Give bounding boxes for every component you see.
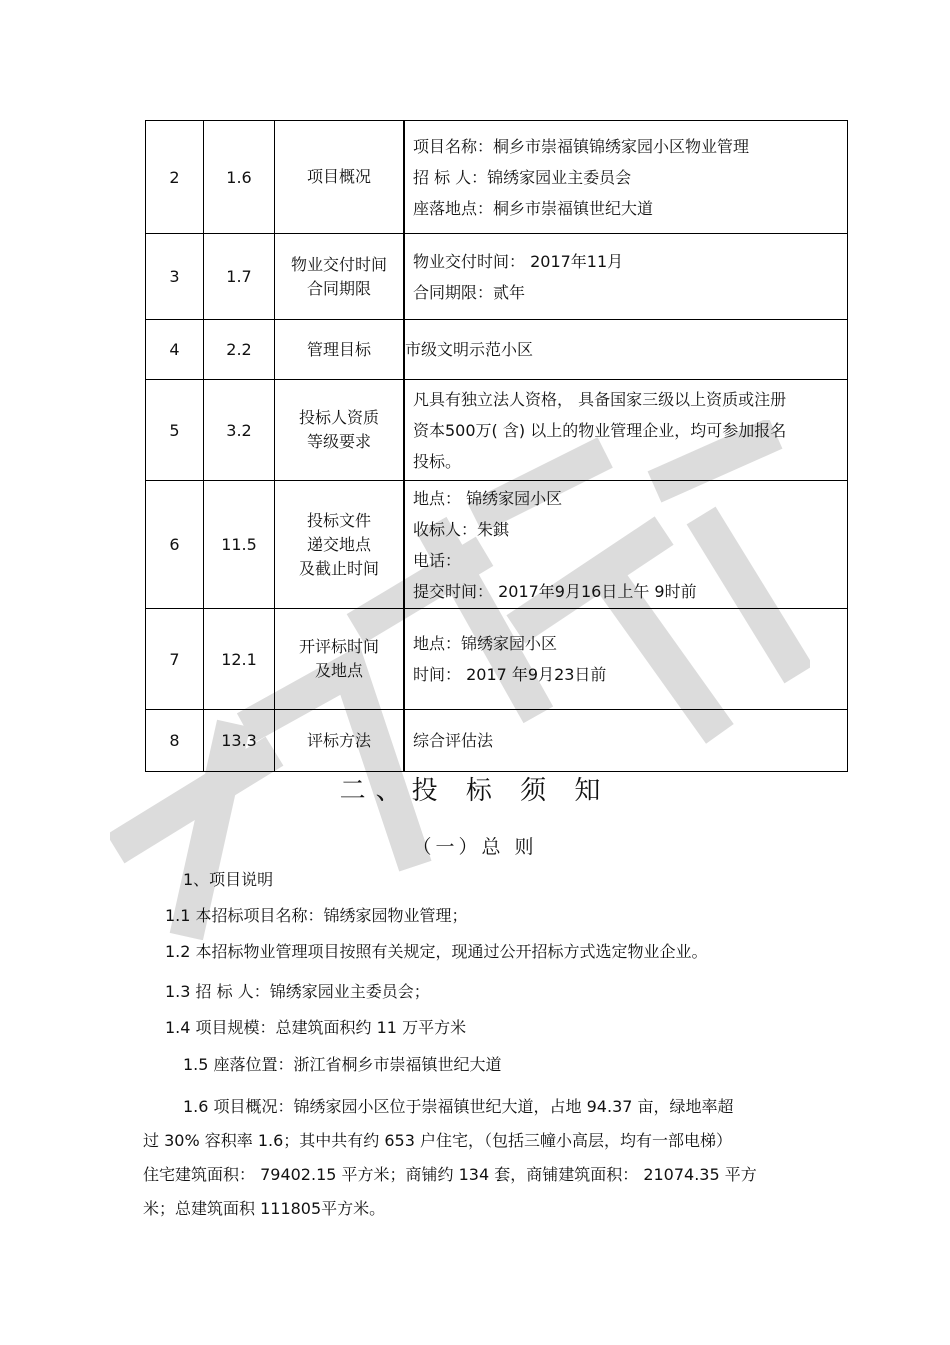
content-line: 地点： 锦绣家园小区 — [413, 488, 563, 508]
item-name-line: 开评标时间 — [298, 637, 379, 656]
content-line: 综合评估法 — [413, 731, 494, 750]
item-name — [275, 609, 405, 710]
subsection-title: （一）总 则 — [412, 836, 538, 858]
paragraph-line: 米；总建筑面积 111805平方米。 — [143, 1199, 386, 1218]
content-line: 物业交付时间： 2017年11月 — [413, 251, 624, 271]
item-name-line: 及截止时间 — [298, 558, 379, 578]
item-name-line: 递交地点 — [306, 534, 371, 554]
item-name — [275, 710, 405, 772]
item-name-line: 及地点 — [314, 661, 363, 680]
clause-number: 2.2 — [204, 320, 275, 380]
item-content — [404, 380, 848, 481]
content-line: 收标人：朱錤 — [413, 519, 510, 539]
content-line: 提交时间： 2017年9月16日上午 9时前 — [413, 581, 697, 601]
item-1-4: 1.4 项目规模：总建筑面积约 11 万平方米 — [165, 1018, 467, 1037]
content-line: 市级文明示范小区 — [405, 340, 534, 359]
content-line: 资本500万( 含) 以上的物业管理企业，均可参加报名 — [413, 420, 787, 440]
row-number: 7 — [146, 609, 204, 710]
content-line: 时间： 2017 年9月23日前 — [413, 665, 607, 684]
section-title: 二、投 标 须 知 — [339, 776, 611, 806]
item-name-line: 评标方法 — [306, 730, 371, 750]
content-line: 电话： — [413, 550, 462, 570]
clause-number: 12.1 — [204, 609, 275, 710]
content-line: 地点：锦绣家园小区 — [413, 634, 558, 653]
item-1-3: 1.3 招 标 人：锦绣家园业主委员会； — [165, 982, 430, 1001]
item-name — [275, 481, 405, 609]
item-1-1: 1.1 本招标项目名称：锦绣家园物业管理； — [165, 906, 468, 925]
item-1-6-paragraph — [143, 1090, 833, 1226]
row-number: 4 — [146, 320, 204, 380]
clause-number: 13.3 — [204, 710, 275, 772]
table-row — [146, 609, 848, 710]
clause-number: 1.7 — [204, 234, 275, 320]
item-name — [275, 234, 405, 320]
item-content — [404, 481, 848, 609]
content-line: 合同期限：贰年 — [413, 282, 526, 302]
item-content — [404, 710, 848, 772]
item-name-line: 管理目标 — [306, 339, 371, 359]
item-name-line: 合同期限 — [306, 278, 371, 298]
content-line: 招 标 人：锦绣家园业主委员会 — [413, 167, 632, 187]
table-row — [146, 320, 848, 380]
row-number: 2 — [146, 121, 204, 234]
item-content — [404, 320, 848, 380]
table-row — [146, 234, 848, 320]
item-project-description: 1、项目说明 — [183, 870, 274, 889]
row-number: 3 — [146, 234, 204, 320]
table-row — [146, 380, 848, 481]
table-row — [146, 121, 848, 234]
content-line: 座落地点：桐乡市崇福镇世纪大道 — [413, 198, 654, 218]
item-name-line: 等级要求 — [306, 432, 371, 451]
table-row — [146, 710, 848, 772]
paragraph-line: 住宅建筑面积： 79402.15 平方米；商铺约 134 套，商铺建筑面积： 21074.35 平方 — [143, 1165, 757, 1184]
item-name — [275, 380, 405, 481]
item-1-5: 1.5 座落位置：浙江省桐乡市崇福镇世纪大道 — [183, 1055, 502, 1074]
clause-number: 1.6 — [204, 121, 275, 234]
row-number: 8 — [146, 710, 204, 772]
item-name-line: 项目概况 — [306, 167, 371, 186]
item-content — [404, 609, 848, 710]
item-1-2: 1.2 本招标物业管理项目按照有关规定，现通过公开招标方式选定物业企业。 — [165, 942, 708, 961]
table-row — [146, 481, 848, 609]
content-line: 投标。 — [413, 451, 462, 471]
item-name-line: 物业交付时间 — [290, 254, 387, 274]
item-content — [404, 234, 848, 320]
paragraph-line: 1.6 项目概况：锦绣家园小区位于崇福镇世纪大道，占地 94.37 亩，绿地率超 — [183, 1097, 734, 1116]
clause-number: 11.5 — [204, 481, 275, 609]
item-name-line: 投标文件 — [306, 510, 371, 530]
paragraph-line: 过 30% 容积率 1.6；其中共有约 653 户住宅，（包括三幢小高层，均有一部电梯） — [143, 1131, 732, 1150]
item-name-line: 投标人资质 — [298, 408, 379, 427]
info-table — [145, 120, 848, 772]
item-content — [404, 121, 848, 234]
clause-number: 3.2 — [204, 380, 275, 481]
content-line: 项目名称：桐乡市崇福镇锦绣家园小区物业管理 — [413, 136, 750, 156]
item-name — [275, 320, 405, 380]
content-line: 凡具有独立法人资格， 具备国家三级以上资质或注册 — [413, 389, 787, 409]
row-number: 6 — [146, 481, 204, 609]
item-name — [275, 121, 405, 234]
row-number: 5 — [146, 380, 204, 481]
